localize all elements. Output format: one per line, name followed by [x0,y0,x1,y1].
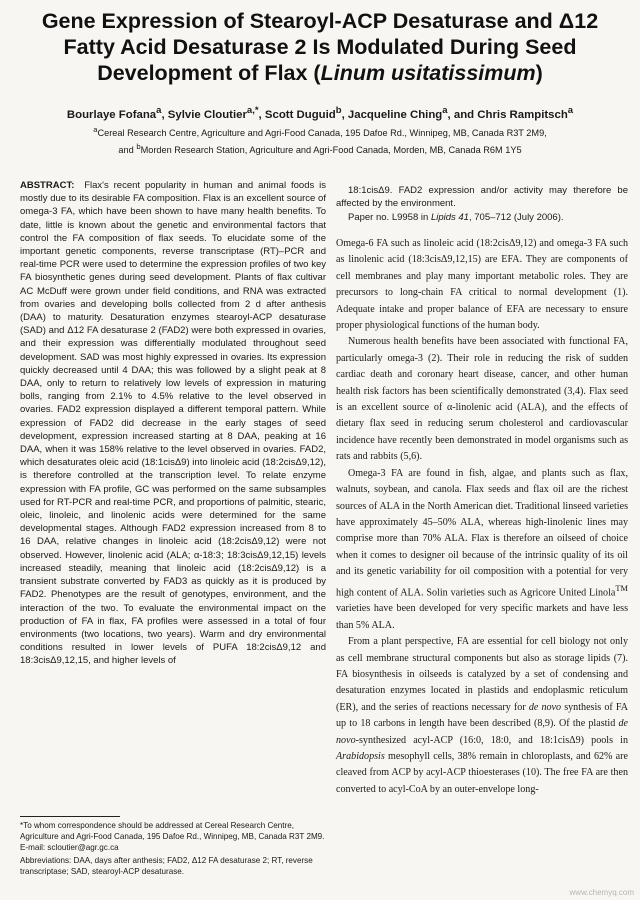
introduction-text [336,236,628,798]
body-text: -synthesized acyl-ACP (16:0, 18:0, and 18:1cisΔ9) pools in [355,734,628,746]
author-name: Scott Duguid [264,108,336,121]
author-separator: , [258,108,265,121]
author-separator: , [341,108,348,121]
author-affiliation-mark: a [442,105,448,116]
author-name: Chris Rampitsch [477,108,568,121]
footnote-divider [20,816,120,817]
abstract-label: ABSTRACT: [20,180,75,191]
paper-number: Paper no. L9958 in [348,211,431,223]
footnotes [20,820,326,879]
body-text: synthesis of FA up to 18 carbons in length have been described (8,9). Of the plastid [336,701,629,730]
article-title [20,8,620,86]
affiliation-connector: and [118,145,137,156]
affiliations [20,123,620,157]
abstract-body: Flax's recent popularity in human and animal foods is mostly due to its desirable FA composition. Flax is an excellent source of omega-3 FA, which have been shown to have many health benefits. To date, little is known about the genetic and environmental factors that control the FA composition of flax seeds. To elucidate some of the important genetic components, reverse transcriptase (RT)–PCR and real-time PCR were used to determine the expression profiles of two key FA biosynthetic genes during seed development. Plants of flax cultivar AC McDuff were grown under field conditions, and RNA was extracted from ovaries and developing bolls collected from 2 d after anthesis (DAA) to maturity. Desaturation enzymes stearoyl-ACP desaturase (SAD) and Δ12 FA desaturase 2 (FAD2) were both expressed in ovaries, and their expression was differentially modulated throughout seed development. SAD was most highly expressed in ovaries. Its expression quickly decreased until 4 DAA; this was followed by a slight peak at 8 DAA, only to return to relatively low levels of expression in maturing bolls, ranging from 2.1% to 4.5% relative to the level observed in ovaries. FAD2 expression displayed a different temporal pattern. While expression of FAD2 did decrease in the early stages of seed development, expression increased starting at 8 DAA, peaking at 16 DAA, when it was 158% relative to the level observed in ovaries. FAD2, which desaturates oleic acid (18:1cisΔ9) into linoleic acid (18:2cisΔ9,12), is therefore controlled at the transcription level. To relate enzyme expression with FA profile, GC was performed on the same subsamples used for RT-PCR and real-time PCR, and proportions of palmitic, stearic, oleic, linoleic, and linolenic acids were determined for the same developmental stages. Although FAD2 expression increased from 8 to 16 DAA, relative changes in linoleic acid (18:2cisΔ9,12) were not observed. However, linolenic acid (ALA; α-18:3; 18:3cisΔ9,12,15) levels increased steadily, meaning that linoleic acid (18:2cisΔ9,12) is a transient substrate converted by FAD3 as quickly as it is produced by FAD2. Phenotypes are the result of genotypes, environment, and the interaction of the two. To evaluate the environmental impact on the production of FA in flax, FA profiles were assessed in a total of four environments (two locations, two years). Warm and dry environmental conditions resulted in lower levels of PUFA 18:2cisΔ9,12 and 18:3cisΔ9,12,15, and higher levels of [20,180,327,667]
author-name: Sylvie Cloutier [167,108,247,121]
body-text: varieties have been developed for very specific markets and have less than 5% ALA. [336,603,628,631]
affiliation-b: Morden Research Station, Agriculture and Agri-Food Canada, Morden, MB, Canada R6M 1Y5 [140,145,522,156]
correspondence-note: *To whom correspondence should be addressed at Cereal Research Centre, Agriculture and Agri-Food Canada, 195 Dafoe Rd., Winnipeg, MB, Canada R3T 2M9. E-mail: scloutier@agr.gc.ca [20,821,325,852]
title-line-3-prefix: Development of Flax ( [97,61,321,85]
abstract-continuation [336,184,628,224]
affiliation-a: Cereal Research Centre, Agriculture and Agri-Food Canada, 195 Dafoe Rd., Winnipeg, MB, Canada R3T 2M9, [97,128,547,139]
body-paragraph: Omega-6 FA such as linoleic acid (18:2cisΔ9,12) and omega-3 FA such as linolenic acid (18:3cisΔ9,12,15) are EFA. They are components of cell membranes and play many important metabolic roles. They are precursors to long-chain FA critical to normal development (1). Adequate intake and proper balance of EFA are necessary to ensure proper physiological functions of the human body. [336,238,628,332]
abstract-cont-text: 18:1cisΔ9. FAD2 expression and/or activity may therefore be affected by the environment. [336,185,628,210]
paper-citation [336,211,628,224]
author-name: Bourlaye Fofana [66,108,157,121]
body-paragraph [336,634,628,798]
right-column [336,184,629,795]
paper-pages: , 705–712 (July 2006). [468,211,564,223]
body-italic: de novo [528,701,562,713]
author-affiliation-mark: a [156,105,162,116]
author-separator: , [161,108,168,121]
body-italic: de novo [336,718,628,746]
left-column [20,179,326,668]
affiliation-mark: b [136,142,141,152]
title-species: Linum usitatissimum [320,61,536,85]
watermark: www.chemyq.com [569,888,634,897]
abstract-paragraph [20,179,326,668]
trademark-mark: TM [615,583,628,593]
abbreviations-note: Abbreviations: DAA, days after anthesis; FAD2, Δ12 FA desaturase 2; RT, reverse transcriptase; SAD, stearoyl-ACP desaturase. [20,856,313,876]
title-line-1: Gene Expression of Stearoyl-ACP Desaturase and Δ12 [41,9,599,33]
body-paragraph: Numerous health benefits have been associated with functional FA, particularly omega-3 (2). Their role in reducing the risk of sudden cardiac death and coronary heart disease, cancer, and other human health risk factors has been scientifically demonstrated (3,4). Flax seed is an excellent source of α-linolenic acid (ALA), and the effects of dietary flax seed in reducing serum cholesterol and cardiovascular incidence have recently been demonstrated in model organisms such as rats and rabbits (5,6). [336,336,628,463]
affiliation-mark: a [93,125,98,134]
body-paragraph [336,466,628,634]
author-affiliation-mark: a,* [246,105,259,116]
paper-journal: Lipids 41 [430,211,469,223]
author-separator: , and [447,108,478,121]
title-line-2: Fatty Acid Desaturase 2 Is Modulated During Seed [63,35,577,59]
body-italic: Arabidopsis [336,750,385,762]
author-name: Jacqueline Ching [347,108,443,121]
title-line-3-suffix: ) [535,61,543,85]
body-text: mesophyll cells, 38% remain in chloroplasts, and 62% are cleaved from ACP by acyl-ACP thioesterases (10). The free FA are then converted to acyl-CoA by an outer-envelope long- [336,750,628,795]
body-text: From a plant perspective, FA are essential for cell biology not only as cell membrane structural components but also as storage lipids (7). FA biosynthesis in oilseeds is catalyzed by a set of condensing and desaturation enzymes located in plastids and endoplasmic reticulum (ER), and the series of reactions necessary for [336,636,628,713]
author-affiliation-mark: a [567,105,574,116]
author-list [20,104,620,122]
body-text: Omega-3 FA are found in fish, algae, and plants such as flax, walnuts, soybean, and canola. Flax seeds and flax oil are the richest sources of ALA in the North American diet. Traditional linseed varieties have approximately 45–50% ALA, whereas high-linolenic lines may comprise more than 70% ALA. Flax is therefore an oilseed of choice when it comes to designer oil because of the intrinsic quality of its oil and its genetic variability for oil composition with a potential for very high content of ALA. Solin varieties such as Agricore United Linola [336,467,628,598]
author-affiliation-mark: b [335,105,342,116]
